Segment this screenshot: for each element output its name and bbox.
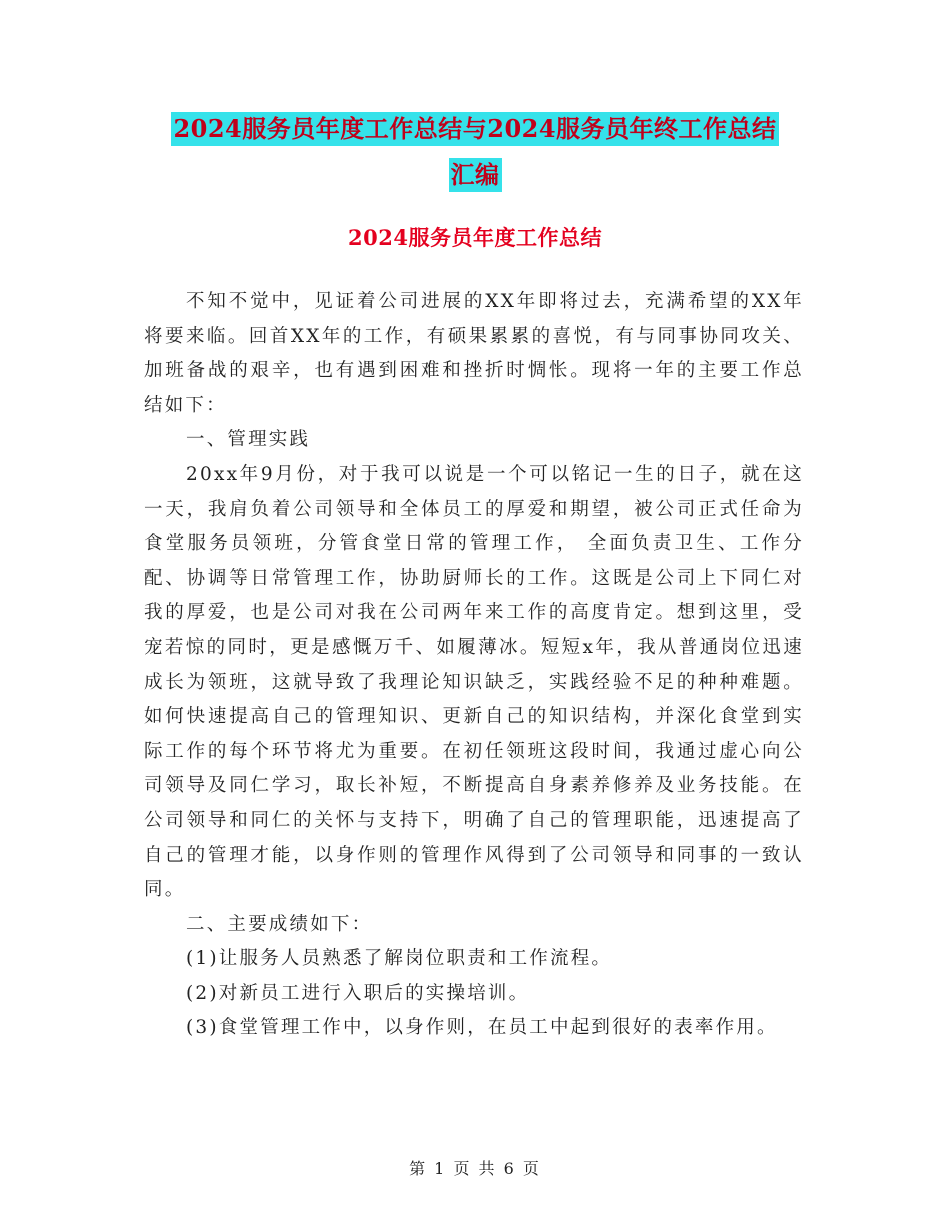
page-footer: 第 1 页 共 6 页 — [409, 1159, 541, 1178]
management-paragraph: 20xx年9月份，对于我可以说是一个可以铭记一生的日子，就在这一天，我肩负着公司领导和全体员工的厚爱和期望，被公司正式任命为食堂服务员领班，分管食堂日常的管理工作， 全面负责卫生、工作分配、协调等日常管理工作，协助厨师长的工作。这既是公司上下同仁对我的厚爱，也是公司对我在公司两年来工作的高度肯定。想到这里，受宠若惊的同时，更是感慨万千、如履薄冰。短短x年，我从普通岗位迅速成长为领班，这就导致了我理论知识缺乏，实践经验不足的种种难题。如何快速提高自己的管理知识、更新自己的知识结构，并深化食堂到实际工作的每个环节将尤为重要。在初任领班这段时间，我通过虚心向公司领导及同仁学习，取长补短，不断提高自身素养修养及业务技能。在公司领导和同仁的关怀与支持下，明确了自己的管理职能，迅速提高了自己的管理才能，以身作则的管理作风得到了公司领导和同事的一致认同。 — [144, 463, 804, 901]
document-body — [144, 285, 804, 1046]
list-item: (2)对新员工进行入职后的实操培训。 — [186, 982, 530, 1004]
document-title — [0, 112, 950, 204]
heading-management-practice: 一、管理实践 — [186, 429, 311, 451]
heading-main-achievements: 二、主要成绩如下： — [186, 913, 373, 935]
title-line-2: 汇编 — [449, 158, 502, 192]
list-item: (1)让服务人员熟悉了解岗位职责和工作流程。 — [186, 948, 613, 970]
title-line-1: 2024服务员年度工作总结与2024服务员年终工作总结 — [171, 112, 778, 146]
intro-paragraph: 不知不觉中，见证着公司进展的XX年即将过去，充满希望的XX年将要来临。回首XX年的工作，有硕果累累的喜悦，有与同事协同攻关、加班备战的艰辛，也有遇到困难和挫折时惆怅。现将一年的主要工作总结如下： — [144, 291, 804, 416]
list-item: (3)食堂管理工作中，以身作则，在员工中起到很好的表率作用。 — [186, 1017, 778, 1039]
section-heading: 2024服务员年度工作总结 — [348, 225, 602, 250]
